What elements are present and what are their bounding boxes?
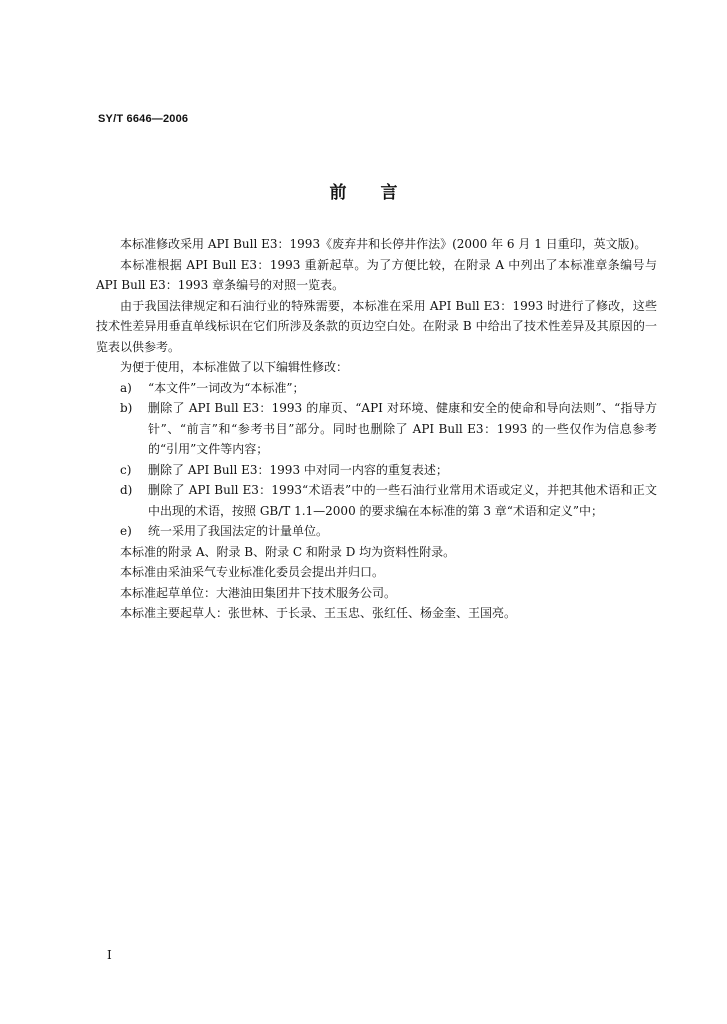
paragraph-drafters: 本标准主要起草人：张世林、于长录、王玉忠、张红任、杨金奎、王国亮。 xyxy=(120,606,517,620)
list-item xyxy=(96,460,657,481)
document-code: SY/T 6646—2006 xyxy=(98,113,189,125)
paragraph-proposer: 本标准由采油采气专业标准化委员会提出并归口。 xyxy=(120,565,385,579)
list-text: 删除了 API Bull E3：1993 的扉页、“API 对环境、健康和安全的使命和导向法则”、“指导方针”、“前言”和“参考书目”部分。同时也删除了 API Bull E3：1993 的一些仅作为信息参考的“引用”文件等内容； xyxy=(148,401,657,456)
paragraph-drafting: 本标准根据 API Bull E3：1993 重新起草。为了方便比较，在附录 A 中列出了本标准章条编号与 API Bull E3：1993 章条编号的对照一览表。 xyxy=(96,257,657,292)
paragraph-adoption: 本标准修改采用 API Bull E3：1993《废弃井和长停井作法》(2000 年 6 月 1 日重印，英文版)。 xyxy=(120,237,647,251)
paragraph-drafting-unit: 本标准起草单位：大港油田集团井下技术服务公司。 xyxy=(120,585,397,600)
list-marker: b) xyxy=(120,401,133,415)
foreword-body xyxy=(96,234,657,624)
list-item xyxy=(96,378,657,399)
list-marker: e) xyxy=(120,524,132,538)
list-text: “本文件”一词改为“本标准”； xyxy=(148,380,305,395)
page-number: I xyxy=(107,948,112,962)
paragraph-editorial-intro: 为便于使用，本标准做了以下编辑性修改： xyxy=(120,360,349,374)
paragraph-modifications: 由于我国法律规定和石油行业的特殊需要，本标准在采用 API Bull E3：1993 时进行了修改，这些技术性差异用垂直单线标识在它们所涉及条款的页边空白处。在附录 B 中给出了技术性差异及其原因的一览表以供参考。 xyxy=(96,298,657,354)
list-item xyxy=(96,521,657,542)
page-title xyxy=(0,178,727,203)
list-text: 统一采用了我国法定的计量单位。 xyxy=(148,524,329,538)
list-marker: a) xyxy=(120,380,132,395)
list-item xyxy=(96,398,657,460)
list-text: 删除了 API Bull E3：1993“术语表”中的一些石油行业常用术语或定义，并把其他术语和正文中出现的术语，按照 GB/T 1.1—2000 的要求编在本标准的第 3 章“术语和定义”中； xyxy=(148,483,657,518)
title-char-2: 言 xyxy=(380,183,398,203)
list-marker: c) xyxy=(120,462,132,477)
paragraph-appendices: 本标准的附录 A、附录 B、附录 C 和附录 D 均为资料性附录。 xyxy=(120,544,456,559)
title-char-1: 前 xyxy=(329,183,347,203)
list-item xyxy=(96,480,657,521)
list-text: 删除了 API Bull E3：1993 中对同一内容的重复表述； xyxy=(148,462,448,477)
list-marker: d) xyxy=(120,483,133,497)
